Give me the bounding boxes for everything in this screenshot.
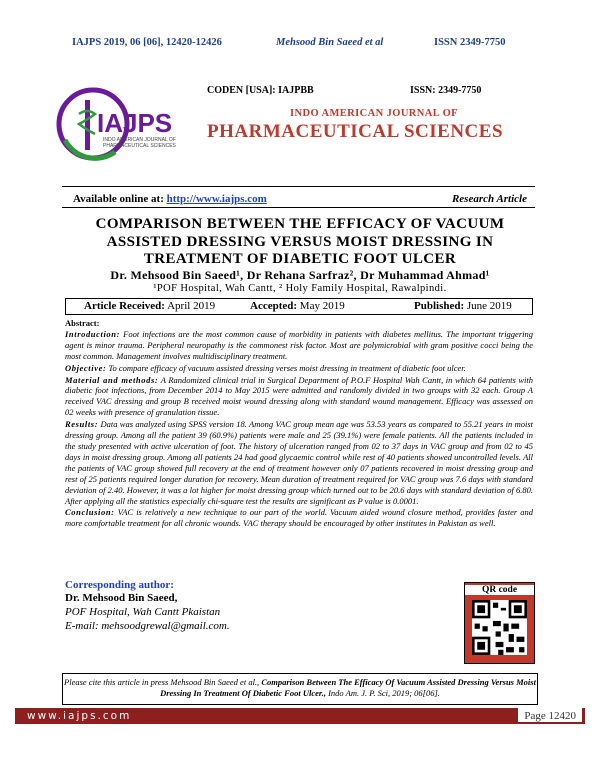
results-heading: Results: [65,419,99,430]
objective-heading: Objective: [65,362,107,373]
dates-box [65,298,533,315]
corresponding-email[interactable]: E-mail: mehsoodgrewal@gmail.com. [65,620,230,632]
affiliations: ¹POF Hospital, Wah Cantt, ² Holy Family Hospital, Rawalpindi. [153,283,447,294]
intro-heading: Introduction: [65,328,121,339]
journal-logo [55,80,190,170]
published-label: Published: [414,300,465,312]
citation-title: Comparison Between The Efficacy Of Vacuum Assisted Dressing Versus Moist Dressing In Treatment Of Diabetic Foot Ulcer., [160,677,536,698]
title-line: TREATMENT OF DIABETIC FOOT ULCER [143,251,457,267]
qr-box [464,582,535,664]
journal-name-line2: PHARMACEUTICAL SCIENCES [207,121,504,142]
title-line: ASSISTED DRESSING VERSUS MOIST DRESSING IN [106,233,494,250]
page-number: Page 12420 [518,708,582,722]
footer-url[interactable]: www.iajps.com [27,710,132,722]
running-header-issn: ISSN 2349-7750 [434,37,506,48]
logo-sub2: PHARMACEUTICAL SCIENCES [103,143,176,149]
corresponding-address: POF Hospital, Wah Cantt Pkaistan [65,606,221,618]
conclusion-heading: Conclusion: [65,507,115,518]
abstract [65,318,533,530]
coden: CODEN [USA]: IAJPBB [207,85,314,96]
citation-suffix: Indo Am. J. P. Sci, 2019; 06[06]. [328,688,440,698]
results-text: Data was analyzed using SPSS version 18. Among VAC group mean age was 53.53 years as compared to 55.21 years in moist dressing group. Among all the patient 39 (60.9%) patients were male and 25 (39.1%) were female patients. All the patients included in the study presented with active ulceration of foot. The history of ulceration ranged from 02 to 37 days in VAC group and from 02 to 45 days in moist dressing group. Among all patients 24 had good glycaemic control while rest of 40 patients showed uncontrolled levels. All the patients of VAC group showed full recovery at the end of treatment however only 07 patients recovered in moist dressing group and rest of 25 patients required longer duration for recovery. Mean duration of treatment required for VAC group was 7.6 days with standard deviation of 2.40. However, it was a lot higher for moist dressing group which turned out to be 20.6 days with standard deviation of 6.80. After applying all the statistics especially chi-square test the results are significant as P value is 0.0001. [65,419,533,506]
svg-text:IAJPS: IAJPS [97,108,173,138]
corresponding-heading: Corresponding author: [65,579,174,591]
abstract-heading: Abstract: [65,318,100,328]
article-type: Research Article [451,193,527,205]
received-date: April 2019 [167,300,216,312]
received-label: Article Received: [84,300,165,312]
intro-text: Foot infections are the most common cause of morbidity in patients with diabetes mellitus. The important triggering agent is minor trauma. Peripheral neuropathy is the commonest risk factor. Most are polymicrobial with gram positive cocci being the most common. Management involves multidisciplinary treatment. [65,328,533,361]
logo-sub1: INDO AMERICAN JOURNAL OF [103,137,176,143]
accepted-date: May 2019 [299,300,345,312]
divider [62,186,535,187]
journal-url-link[interactable]: http://www.iajps.com [166,193,267,205]
footer-bar [15,708,585,724]
citation-prefix: Please cite this article in press Mehsood Bin Saeed et al., [64,677,260,687]
methods-text: A Randomized clinical trial in Surgical Department of P.O.F Hospital Wah Cantt, in which 64 patients with diabetic foot infections, from December 2014 to May 2015 were admitted and randomly divided in two groups with 32 each. Group A received VAC dressing and group B received moist wound dressing along with standard wound management. Efficacy was assessed on 02 weeks with presence of granulation tissue. [65,374,533,418]
title-line: COMPARISON BETWEEN THE EFFICACY OF VACUUM [95,216,505,232]
corresponding-name: Dr. Mehsood Bin Saeed, [65,592,178,604]
masthead-issn: ISSN: 2349-7750 [410,85,482,96]
availability [73,193,267,205]
citation-box [62,673,538,705]
running-header-authors: Mehsood Bin Saeed et al [276,37,384,48]
availability-label: Available online at: [73,193,164,205]
published-date: June 2019 [466,300,512,312]
qr-label: QR code [465,585,534,595]
journal-name-line1: INDO AMERICAN JOURNAL OF [290,108,458,119]
authors: Dr. Mehsood Bin Saeed¹, Dr Rehana Sarfraz², Dr Muhammad Ahmad¹ [110,268,490,282]
conclusion-text: VAC is relatively a new technique to our part of the world. Vacuum aided wound closure method, provides faster and more comfortable treatment for all chronic wounds. VAC therapy should be encouraged by other institutes in Pakistan as well. [65,507,534,529]
methods-heading: Material and methods: [65,374,159,385]
divider [62,207,535,208]
accepted-label: Accepted: [250,300,298,312]
objective-text: To compare efficacy of vacuum assisted dressing verses moist dressing in treatment of diabetic foot ulcer. [108,362,466,373]
qr-code-icon [472,600,527,655]
article-title [62,216,538,269]
running-header-citation: IAJPS 2019, 06 [06], 12420-12426 [72,37,222,48]
